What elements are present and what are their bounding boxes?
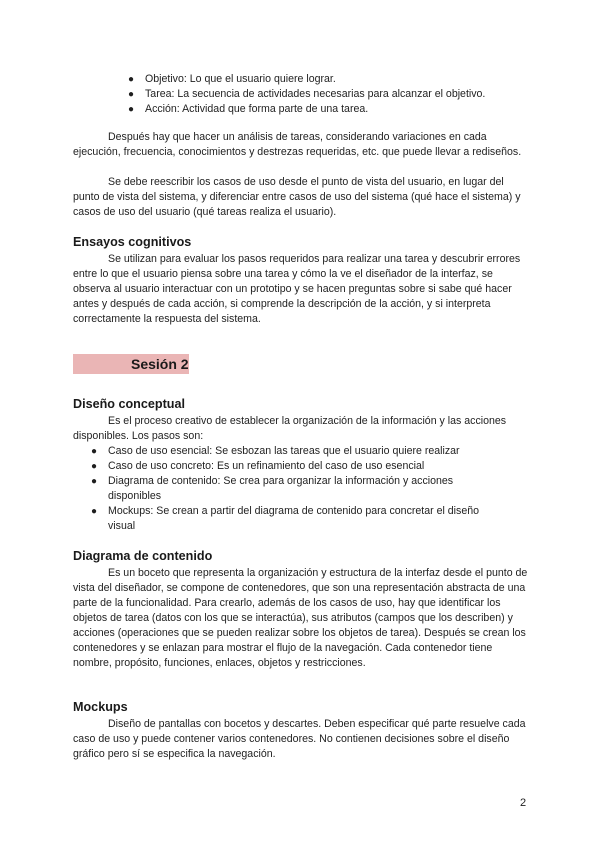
heading-ensayos-cognitivos: Ensayos cognitivos	[73, 235, 192, 249]
list-item	[88, 474, 508, 504]
list-item-text: Acción: Actividad que forma parte de una tarea.	[145, 103, 369, 115]
list-item-text: Diagrama de contenido: Se crea para organizar la información y acciones disponibles	[108, 475, 454, 502]
list-item	[125, 102, 525, 117]
heading-diagrama-contenido: Diagrama de contenido	[73, 549, 213, 563]
diseno-bullet-list	[88, 444, 508, 534]
list-item	[125, 87, 525, 102]
bullet-icon: ●	[128, 89, 135, 100]
intro-bullet-list	[125, 72, 525, 117]
list-item	[125, 72, 525, 87]
paragraph-ensayos: Se utilizan para evaluar los pasos requeridos para realizar una tarea y descubrir errores entre lo que el usuario piensa sobre una tarea y cómo la ve el diseñador de la interfaz, se observa al usuario interactuar con un prototipo y se hacen preguntas sobre si sabe qué hacer antes y después de cada acción, si comprende la descripción de la acción, y si interpreta correctamente la respuesta del sistema.	[73, 253, 521, 325]
bullet-icon: ●	[91, 506, 98, 517]
paragraph-diagrama: Es un boceto que representa la organización y estructura de la interfaz desde el punto de vista del diseñador, se compone de contenedores, que son una representación abstracta de una parte de la funcionalidad. Para crearlo, además de los casos de uso, hay que identificar los objetos de tarea (datos con los que se interactúa), sus atributos (campos que los describen) y acciones (operaciones que se pueden realizar sobre los objetos de tarea). Después se crean los contenedores y se enlazan para mostrar el flujo de la navegación. Cada contenedor tiene nombre, propósito, funciones, enlaces, objetos y restricciones.	[73, 567, 528, 669]
list-item	[88, 504, 508, 534]
bullet-icon: ●	[91, 446, 98, 457]
heading-diseno-conceptual: Diseño conceptual	[73, 397, 185, 411]
paragraph-task-analysis: Después hay que hacer un análisis de tareas, considerando variaciones en cada ejecución, frecuencia, conocimientos y destrezas requeridas, etc. que puede llevar a rediseños.	[73, 131, 522, 158]
page-number: 2	[520, 797, 527, 809]
list-item-text: Objetivo: Lo que el usuario quiere lograr.	[145, 73, 336, 85]
paragraph-diseno: Es el proceso creativo de establecer la organización de la información y las acciones disponibles. Los pasos son:	[73, 415, 507, 442]
bullet-icon: ●	[128, 74, 135, 85]
paragraph-use-cases: Se debe reescribir los casos de uso desde el punto de vista del usuario, en lugar del punto de vista del sistema, y diferenciar entre casos de uso del sistema (qué hace el sistema) y casos de uso del usuario (qué tareas realiza el usuario).	[73, 176, 521, 218]
list-item-text: Mockups: Se crean a partir del diagrama de contenido para concretar el diseño visual	[108, 505, 479, 532]
session-banner	[73, 354, 189, 374]
list-item-text: Caso de uso esencial: Se esbozan las tareas que el usuario quiere realizar	[108, 445, 460, 457]
bullet-icon: ●	[128, 104, 135, 115]
list-item-text: Caso de uso concreto: Es un refinamiento del caso de uso esencial	[108, 460, 425, 472]
paragraph-mockups: Diseño de pantallas con bocetos y descartes. Deben especificar qué parte resuelve cada caso de uso y puede contener varios contenedores. No contienen decisiones sobre el diseño gráfico pero sí se especifica la navegación.	[73, 718, 526, 760]
bullet-icon: ●	[91, 476, 98, 487]
session-title: Sesión 2	[131, 356, 189, 372]
list-item	[88, 459, 508, 474]
list-item	[88, 444, 508, 459]
list-item-text: Tarea: La secuencia de actividades necesarias para alcanzar el objetivo.	[145, 88, 486, 100]
bullet-icon: ●	[91, 461, 98, 472]
heading-mockups: Mockups	[73, 700, 128, 714]
